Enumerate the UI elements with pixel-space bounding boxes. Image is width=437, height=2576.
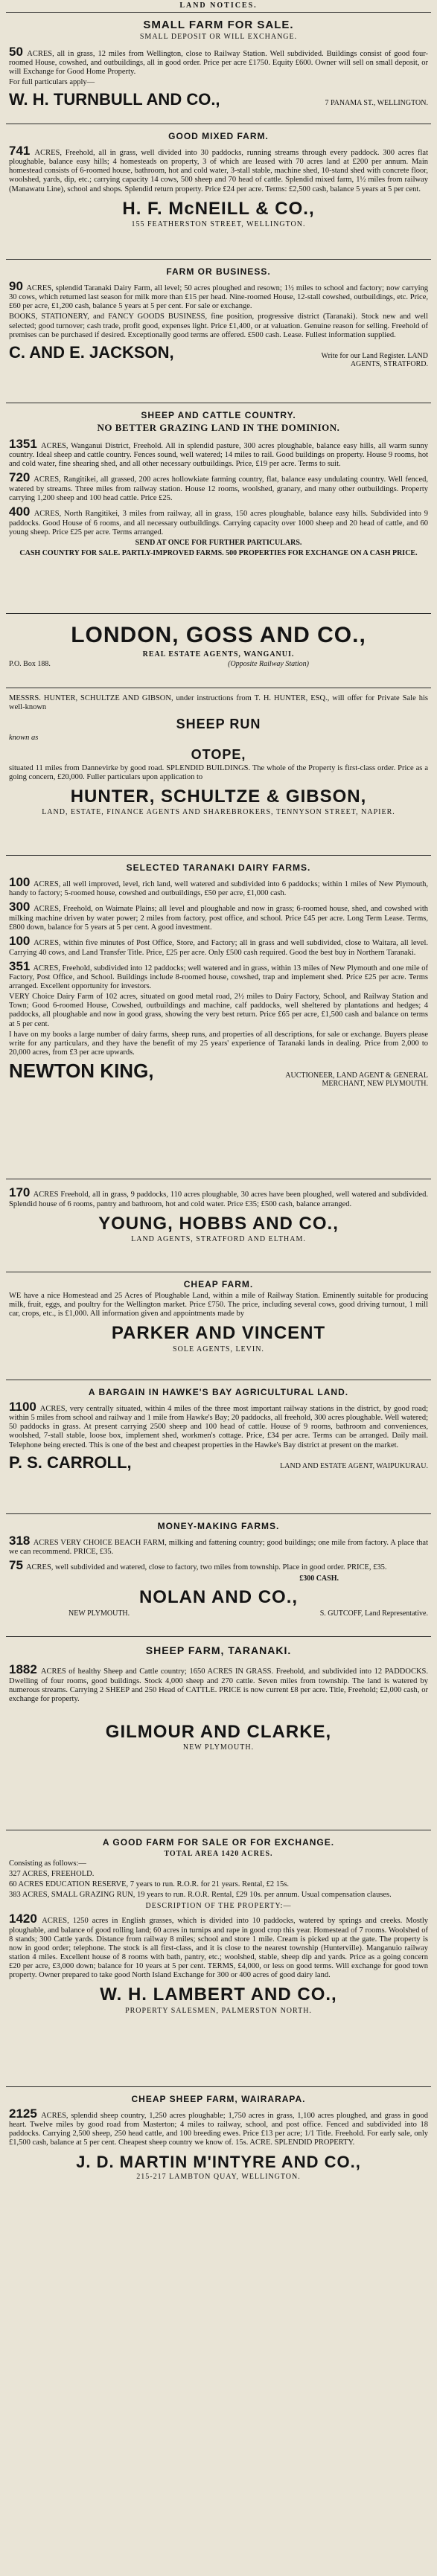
- ad-body: [9, 2106, 428, 2148]
- ad-farm-or-business: [6, 259, 431, 403]
- listing-3: [9, 504, 428, 537]
- ad-text: ACRES, within five minutes of Post Office, Store, and Factory; all in grass and well subdivided, close to Waitara, all level. Carrying 40 cows, and Land Transfer Title. Price, £25 per acre. Only £500 cash required. Good the best buy in Northern Taranaki.: [9, 939, 428, 957]
- agent-subtitle: PROPERTY SALESMEN, PALMERSTON NORTH.: [125, 2006, 312, 2015]
- listing-2: [9, 1558, 428, 1573]
- listing-2: [9, 470, 428, 503]
- agent-subtitle: NEW PLYMOUTH.: [182, 1743, 255, 1752]
- page-header-tag: LAND NOTICES.: [179, 1, 258, 10]
- acreage-number: 90: [9, 278, 23, 293]
- ad-text: situated 11 miles from Dannevirke by good road. SPLENDID BUILDINGS. The whole of the Property is first-class order. Price as a going concern, £20,000. Fuller particulars upon application to: [9, 763, 428, 781]
- acreage-number: 1882: [9, 1662, 37, 1677]
- agent-note: Write for our Land Register. LAND AGENTS, STRATFORD.: [321, 351, 428, 369]
- po-box-note: (Opposite Railway Station): [228, 660, 309, 668]
- ad-body: [9, 1400, 428, 1450]
- agent-name: H. F. McNEILL & CO.,: [122, 198, 315, 219]
- cash-note: £300 CASH.: [299, 1574, 339, 1583]
- ad-cheap-sheep-farm-wairarapa: [6, 2086, 431, 2209]
- acreage-number: 720: [9, 470, 31, 485]
- agent-sub-row: [9, 1609, 428, 1618]
- acreage-number: 318: [9, 1533, 31, 1548]
- ad-text: ACRES, Rangitikei, all grassed, 200 acres hollowkiate farming country, flat, balance easy undulating country. Well fenced, watered by streams. Three miles from railway station. House 12 rooms, woolshed, granary, and many other outbuildings. Property carrying 1,200 sheep and 100 head cattle. Price £25.: [9, 475, 429, 503]
- ad-text: ACRES, Freehold, on Waimate Plains; all level and ploughable and now in grass; 6-roomed house, shed, and cowshed with milking machine driven by water power; 2 miles from factory, post office, and school. Price £45 per acre. Long Term Lease. Terms, £800 down, balance for 5 years at 5 per cent. A good investment.: [9, 905, 429, 932]
- section-title: A BARGAIN IN HAWKE'S BAY AGRICULTURAL LAND.: [88, 1387, 349, 1397]
- ad-sheep-farm-taranaki: [6, 1636, 431, 1830]
- run-name: OTOPE,: [191, 746, 246, 762]
- agent-subtitle: REAL ESTATE AGENTS, WANGANUI.: [142, 650, 295, 659]
- listing-1: [9, 437, 428, 470]
- ad-text: ACRES of healthy Sheep and Cattle country; 1650 ACRES IN GRASS. Freehold, and subdivided into 12 PADDOCKS. Dwelling of four rooms, good buildings. Stock 4,000 sheep and 270 cattle. Seven miles from township. The land is watered by numerous streams. Carrying 2 SHEEP and 250 Head of CATTLE. PRICE is now current £8 per acre. Title, Freehold; £2,000 cash, or exchange for property.: [9, 1667, 429, 1703]
- ad-good-mixed-farm: [6, 124, 431, 259]
- section-title: CHEAP FARM.: [183, 1279, 254, 1289]
- agent-row: [9, 343, 428, 369]
- section-title: SELECTED TARANAKI DAIRY FARMS.: [126, 862, 311, 873]
- ad-text: ACRES Freehold, all in grass, 9 paddocks, 110 acres ploughable, 30 acres have been ploughed, well watered and subdivided. Splendid house of 6 rooms, pantry and bathroom, hot and cold water. Price £35; £500 cash, balance arranged.: [9, 1191, 428, 1208]
- listing-1: [9, 1534, 428, 1557]
- ad-body: [9, 45, 428, 77]
- agent-name: HUNTER, SCHULTZE & GIBSON,: [70, 786, 367, 807]
- acreage-number: 1420: [9, 1912, 37, 1926]
- section-slogan: NO BETTER GRAZING LAND IN THE DOMINION.: [97, 421, 340, 433]
- ad-text: ACRES, Freehold, subdivided into 12 paddocks; well watered and in grass, within 13 miles of New Plymouth and one mile of Factory, Post Office, and School. Buildings include 8-roomed house, cowshed, trap and implement shed. Price £25 per acre. Terms arranged. Excellent opportunity for investors.: [9, 964, 428, 991]
- holding-line-3: 383 ACRES, SMALL GRAZING RUN, 19 years to run. R.O.R. Rental, £29 10s. per annum. Usual compensation clauses.: [9, 1891, 392, 1900]
- agent-subtitle: LAND, ESTATE, FINANCE AGENTS AND SHAREBROKERS, TENNYSON STREET, NAPIER.: [42, 808, 395, 817]
- ad-good-farm-exchange: [6, 1830, 431, 2086]
- ad-text: ACRES, very centrally situated, within 4 miles of the three most important railway stations in the district, by good road; within 5 miles from school and railway and 1 mile from Hawke's Bay; 20 paddocks, all freehold, 300 acres ploughable. Well watered; 50 paddocks in grass. At present carrying 2500 sheep and 100 head of cattle. House of 9 rooms, bathroom and conveniences, woolshed, 7-stall stable, loose box, implement shed, workmen's cottage. Price, £34 per acre. Terms can be arranged. Daily mail. Telephone being erected. This is one of the best and cheapest properties in the Hawke's Bay district at present on the market.: [9, 1404, 429, 1449]
- agent-name: NEWTON KING,: [9, 1059, 154, 1082]
- section-subtitle: TOTAL AREA 1420 ACRES.: [164, 1849, 273, 1858]
- ad-title: SMALL FARM FOR SALE.: [143, 19, 294, 31]
- section-title: MONEY-MAKING FARMS.: [157, 1521, 280, 1531]
- ad-text: ACRES, Freehold, all in grass, well divided into 30 paddocks, running streams through every paddock. 300 acres flat ploughable, balance easy hills; 4 homesteads on property, 3 of which are leased with 70 acres land at £200 per annum. Main homestead consists of 6-roomed house, bathroom, hot and cold water, 3-stall stable, machine shed, 10-stand shed with concrete floor, woolshed, yards, dip, etc.; carrying capacity 14 cows, 500 sheep and 70 head of cattle. Splendid mixed farm, 1½ miles from railway (Manawatu Line), school and shops. Splendid return property. Price £24 per acre. Terms: £2,500 cash, balance 5 years at 5 per cent.: [9, 148, 429, 193]
- agent-name: W. H. LAMBERT AND CO.,: [100, 1984, 337, 2005]
- agent-box-row: [9, 660, 428, 669]
- acreage-number: 1100: [9, 1399, 36, 1414]
- section-title: SHEEP AND CATTLE COUNTRY.: [141, 410, 296, 420]
- ad-body-1: [9, 279, 428, 312]
- agent-subtitle: SOLE AGENTS, LEVIN.: [173, 1345, 264, 1353]
- acreage-number: 100: [9, 934, 31, 949]
- description-heading: DESCRIPTION OF THE PROPERTY:—: [145, 1901, 292, 1910]
- ad-footer: SEND AT ONCE FOR FURTHER PARTICULARS.: [135, 538, 302, 547]
- ad-text: ACRES VERY CHOICE BEACH FARM, milking and fattening country; good buildings; one mile from factory. A place that we can recommend. PRICE, £35.: [9, 1538, 428, 1557]
- listing-3: [9, 934, 428, 958]
- agent-name: C. AND E. JACKSON,: [9, 342, 174, 362]
- acreage-number: 741: [9, 143, 31, 158]
- ad-text: ACRES, Wanganui District, Freehold. All in splendid pasture, 300 acres ploughable, balance easy hills, all warm sunny country. Ideal sheep and cattle country. Fences sound, well watered; 14 miles to rail. Good buildings on property. House 9 rooms, hot and cold water, fine shearing shed, and all other necessary outbuildings. Price, £19 per acre. Terms to suit.: [9, 441, 429, 469]
- ad-hawkes-bay-bargain: [6, 1380, 431, 1513]
- section-title: CHEAP SHEEP FARM, WAIRARAPA.: [131, 2094, 306, 2104]
- ad-body: [9, 144, 428, 194]
- ad-heading: SHEEP RUN: [176, 717, 261, 732]
- ad-body: [9, 1185, 428, 1209]
- agent-name: W. H. TURNBULL AND CO.,: [9, 90, 220, 109]
- agent-name: GILMOUR AND CLARKE,: [105, 1721, 332, 1742]
- acreage-number: 400: [9, 504, 31, 519]
- section-title: FARM OR BUSINESS.: [166, 266, 271, 277]
- agent-address: 7 PANAMA ST., WELLINGTON.: [325, 99, 428, 108]
- ad-intro: MESSRS. HUNTER, SCHULTZE AND GIBSON, under instructions from T. H. HUNTER, ESQ., will offer for Private Sale his well-known: [9, 694, 428, 712]
- ad-london-goss: [6, 613, 431, 688]
- agent-location: NEW PLYMOUTH.: [68, 1609, 130, 1618]
- acreage-number: 50: [9, 44, 23, 59]
- ad-sheep-cattle-country: [6, 403, 431, 613]
- ad-text: ACRES, North Rangitikei, 3 miles from railway, all in grass, 150 acres ploughable, balance easy hills. Subdivided into 9 paddocks. Good House of 6 rooms, and all necessary outbuildings. Carrying capacity over 1000 sheep and 20 head of cattle, and 60 young sheep. Price £25 per acre. Terms arranged.: [9, 510, 429, 536]
- ad-note: For full particulars apply—: [9, 78, 95, 87]
- ad-text: ACRES, splendid Taranaki Dairy Farm, all level; 50 acres ploughed and resown; 1½ miles to school and factory; now carrying 30 cows, which returned last season for milk more than £15 per head. Nine-roomed House, 12-stall cowshed, outbuildings, etc. Price, £60 per acre, £1,200 cash, balance 5 years at 5 per cent. For sale or exchange.: [9, 283, 429, 311]
- land-notices-page: [6, 0, 431, 2209]
- agent-name: J. D. MARTIN M'INTYRE AND CO.,: [76, 2152, 361, 2171]
- agent-row: [9, 1453, 428, 1472]
- ad-sheep-run-otope: [6, 688, 431, 855]
- ad-text: WE have a nice Homestead and 25 Acres of Ploughable Land, within a mile of Railway Station. Eminently suitable for producing milk, fruit, eggs, and poultry for the Wellington market. Price £750. The price, including several cows, good driving turnout, 1 mill car, crops, etc., is £1,000. All information given and appointments made by: [9, 1291, 428, 1318]
- ad-text: ACRES, all in grass, 12 miles from Wellington, close to Railway Station. Well subdivided. Buildings consist of good four-roomed House, cowshed, and outbuildings, all in good order. Price per acre £1750. Equity £600. Owner will sell on small deposit, or will Exchange for Good Home Property.: [9, 49, 428, 77]
- agent-address: 155 FEATHERSTON STREET, WELLINGTON.: [131, 220, 306, 229]
- agent-name: NOLAN AND CO.,: [138, 1587, 299, 1608]
- listing-6: I have on my books a large number of dairy farms, sheep runs, and properties of all descriptions, for sale or exchange. Buyers please write for any particulars, and they have the benefit of my 25 years' experience of Taranaki lands in dealing. Price from 2,000 to 20,000 acres, from £3 per acre upwards.: [9, 1030, 428, 1057]
- acreage-number: 100: [9, 874, 31, 889]
- acreage-number: 1351: [9, 436, 37, 451]
- acreage-number: 75: [9, 1558, 23, 1573]
- ad-cheap-farm: [6, 1272, 431, 1380]
- ad-taranaki-dairy-farms: [6, 855, 431, 1179]
- listing-1: [9, 875, 428, 899]
- section-title: GOOD MIXED FARM.: [168, 131, 269, 141]
- acreage-number: 170: [9, 1185, 31, 1199]
- agent-row: [9, 90, 428, 109]
- agent-representative: S. GUTCOFF, Land Representative.: [319, 1609, 428, 1618]
- agent-subtitle: AUCTIONEER, LAND AGENT & GENERAL MERCHANT, NEW PLYMOUTH.: [285, 1071, 428, 1089]
- acreage-number: 2125: [9, 2106, 37, 2121]
- section-title: A GOOD FARM FOR SALE OR FOR EXCHANGE.: [102, 1837, 335, 1848]
- agent-row: [9, 1060, 428, 1089]
- ad-text: ACRES, all well improved, level, rich land, well watered and subdivided into 6 paddocks; within 1 miles of New Plymouth, handy to factory; 5-roomed house, cowshed and outbuildings, £50 per acre, £1,000 cash.: [9, 880, 429, 898]
- ad-text: ACRES, well subdivided and watered, close to factory, two miles from township. Place in good order. PRICE, £35.: [25, 1563, 387, 1572]
- agent-subtitle: LAND AGENTS, STRATFORD AND ELTHAM.: [131, 1235, 306, 1244]
- ad-text: ACRES, splendid sheep country, 1,250 acres ploughable; 1,750 acres in grass, 1,100 acres ploughed, and grass in good heart. Twelve miles by good road from Masterton; 4 miles to railway, school, and post office. Fenced and subdivided into 18 paddocks. Carrying 2,500 sheep, 250 head cattle, and 100 breeding ewes. Price £13 per acre; 1/1 Title. Freehold. For early sale, only £1,500 cash, balance at 5 per cent. Cheapest sheep country we know of. 15s. ACRE. SPLENDID PROPERTY.: [9, 2111, 428, 2147]
- ad-body: [9, 1912, 428, 1980]
- acreage-number: 300: [9, 900, 31, 914]
- ad-body: [9, 1662, 428, 1704]
- agent-name: PARKER AND VINCENT: [111, 1322, 326, 1343]
- ad-small-farm: [6, 12, 431, 124]
- agent-subtitle: 215-217 LAMBTON QUAY, WELLINGTON.: [136, 2172, 301, 2181]
- ad-young-hobbs: [6, 1179, 431, 1272]
- agent-name: P. S. CARROLL,: [9, 1452, 132, 1472]
- holding-line-2: 60 ACRES EDUCATION RESERVE, 7 years to run. R.O.R. for 21 years. Rental, £2 15s.: [9, 1880, 289, 1889]
- consisting-label: Consisting as follows:—: [9, 1859, 86, 1868]
- listing-4: [9, 959, 428, 992]
- agent-name: LONDON, GOSS AND CO.,: [71, 623, 366, 647]
- ad-body-2: BOOKS, STATIONERY, and FANCY GOODS BUSINESS, fine position, progressive district (Taranaki). Stock new and well selected; good turnover; cash trade, profit good, expenses light. Price £1,400, or at valuation. Genuine reason for selling. Freehold of premises can be purchased if desired. Exceptionally good terms are offered. £500 cash. Lease. Fullest information supplied.: [9, 313, 428, 339]
- ad-banner: CASH COUNTRY FOR SALE. PARTLY-IMPROVED FARMS. 500 PROPERTIES FOR EXCHANGE ON A CASH PRICE.: [19, 549, 418, 558]
- agent-name: YOUNG, HOBBS AND CO.,: [98, 1213, 339, 1234]
- ad-text: ACRES, 1250 acres in English grasses, which is divided into 10 paddocks, watered by springs and creeks. Mostly ploughable, and balance of good rolling land; 60 acres in turnips and rape in good crop this year. Homestead of 7 rooms. Woolshed of 8 stands; 300 Cattle yards. Distance from railway 8 miles; school and store 1 mile. Cream is picked up at the gate. The property is now in good order; telephone. The stock is all first-class, and it is close to the nearest township (Hunterville). Manganuio railway station 4 miles. Excellent house of 8 rooms with bath, pantry, etc.; woolshed, stable, sheep dip and yards. Price as a going concern £20 per acre, £3,000 down; balance for 10 years at 5 per cent. TERMS, £4,000, or less on good terms. Will exchange for good town property. Owner prepared to take good North Island Exchange for 300 or 400 acres of good dairy land.: [9, 1917, 429, 1979]
- agent-subtitle: LAND AND ESTATE AGENT, WAIPUKURAU.: [280, 1461, 428, 1470]
- ad-known-as: known as: [9, 733, 39, 742]
- section-title: SHEEP FARM, TARANAKI.: [145, 1644, 292, 1656]
- acreage-number: 351: [9, 958, 31, 973]
- listing-5: VERY Choice Dairy Farm of 102 acres, situated on good metal road, 2½ miles to Dairy Factory, School, and Railway Station and Town; Good 6-roomed House, Cowshed, outbuildings and machine, calf paddocks, well sheltered by plantations and hedges; 4 paddocks, all ploughable and now in good grass, showing the very best return. Price £65 per acre, £1,500 cash and balance on terms at 5 per cent.: [9, 993, 428, 1028]
- ad-subtitle: SMALL DEPOSIT OR WILL EXCHANGE.: [139, 33, 298, 42]
- ad-money-making-farms: [6, 1513, 431, 1636]
- listing-2: [9, 900, 428, 932]
- po-box: P.O. Box 188.: [9, 660, 51, 668]
- holding-line-1: 327 ACRES, FREEHOLD.: [9, 1870, 95, 1879]
